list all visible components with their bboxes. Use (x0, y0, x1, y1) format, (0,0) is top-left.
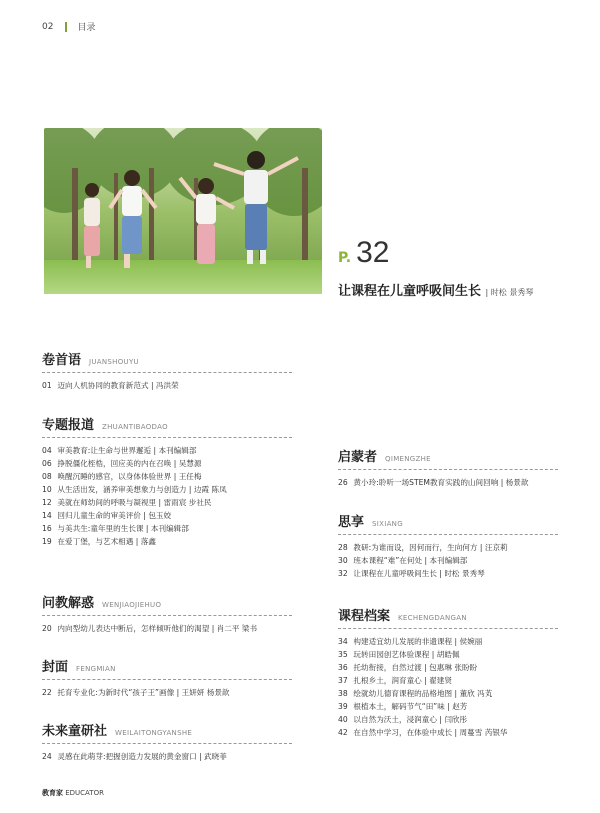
feature-p-label: P. (338, 250, 352, 266)
page-header (42, 20, 95, 33)
section-kechengdangan (338, 605, 558, 739)
section-divider (42, 615, 292, 616)
section-divider (338, 628, 558, 629)
toc-entry[interactable]: 38 绘就幼儿德育课程的品格地图 | 董欣 冯芄 (338, 689, 493, 698)
section-subtitle: WENJIAOJIEHUO (102, 601, 162, 609)
feature-page-ref[interactable] (338, 236, 389, 270)
page-footer (42, 788, 104, 798)
section-title: 专题报道 (42, 418, 95, 433)
toc-entry[interactable]: 04 审美教育:让生命与世界邂逅 | 本刊编辑部 (42, 446, 197, 455)
section-subtitle: WEILAITONGYANSHE (115, 729, 193, 737)
section-subtitle: JUANSHOUYU (89, 358, 139, 366)
toc-entry[interactable]: 28 教研:为谁而设，因何而行，生向何方 | 汪京莉 (338, 543, 508, 552)
section-divider (338, 534, 558, 535)
toc-entry[interactable]: 42 在自然中学习，在体验中成长 | 周蔓雪 芮银华 (338, 728, 508, 737)
children-running-illustration (44, 128, 322, 294)
footer-brand: 教育家 (42, 789, 63, 797)
section-zhuantibaodao (42, 414, 292, 548)
feature-author: | 时松 景秀琴 (485, 288, 534, 297)
toc-entry[interactable]: 35 玩转田园创艺体验课程 | 胡皓佩 (338, 650, 460, 659)
feature-title-text: 让课程在儿童呼吸间生长 (338, 284, 482, 299)
toc-entry[interactable]: 10 从生活出发，涵养审美想象力与创造力 | 边霞 陈凤 (42, 485, 227, 494)
section-divider (42, 437, 292, 438)
section-subtitle: SIXIANG (372, 520, 403, 528)
page-title: 目录 (77, 23, 96, 33)
section-divider (42, 743, 292, 744)
toc-entry[interactable]: 37 扎根乡土，润育童心 | 翟建贤 (338, 676, 452, 685)
section-fengmian (42, 656, 292, 699)
toc-entry[interactable]: 40 以自然为沃土，浸润童心 | 闫欣彤 (338, 715, 468, 724)
section-title: 卷首语 (42, 353, 82, 368)
section-title: 思享 (338, 515, 365, 530)
header-divider (65, 22, 67, 32)
section-title: 封面 (42, 660, 69, 675)
section-juanshouyu (42, 349, 292, 392)
feature-page-number: 32 (356, 236, 390, 269)
toc-entry[interactable]: 26 黄小玲:聆听一场STEM教育实践的山间回响 | 杨景歆 (338, 478, 529, 487)
section-title: 启蒙者 (338, 450, 378, 465)
section-wenjiaojiehuo (42, 592, 292, 635)
toc-entry[interactable]: 06 挣脱僵化桎梏，回应美的内在召唤 | 吴慧源 (42, 459, 202, 468)
section-subtitle: FENGMIAN (76, 665, 116, 673)
section-divider (42, 679, 292, 680)
section-weilaitongyanshe (42, 720, 292, 763)
section-subtitle: QIMENGZHE (385, 455, 431, 463)
toc-entry[interactable]: 16 与美共生:童年里的生长课 | 本刊编辑部 (42, 524, 189, 533)
toc-entry[interactable]: 12 美就在师幼间的呼吸与凝视里 | 雷雨宸 步社民 (42, 498, 212, 507)
page-number: 02 (42, 21, 54, 32)
toc-entry[interactable]: 32 让课程在儿童呼吸间生长 | 时松 景秀琴 (338, 569, 485, 578)
section-sixiang (338, 511, 558, 580)
section-subtitle: ZHUANTIBAODAO (102, 423, 168, 431)
section-divider (42, 372, 292, 373)
cover-photo (44, 128, 322, 294)
section-subtitle: KECHENGDANGAN (398, 614, 467, 622)
section-qimengzhe (338, 446, 558, 489)
footer-brand-en: EDUCATOR (65, 789, 104, 797)
section-title: 未来童研社 (42, 724, 108, 739)
toc-entry[interactable]: 20 内向型幼儿表达中断后，怎样倾听他们的渴望 | 肖二平 梁书 (42, 624, 258, 633)
toc-entry[interactable]: 24 灵感在此萌芽:把握创造力发展的黄金窗口 | 武晓菲 (42, 752, 227, 761)
toc-entry[interactable]: 34 构建适宜幼儿发展的非遗课程 | 侯婉丽 (338, 637, 483, 646)
section-divider (338, 469, 558, 470)
toc-entry[interactable]: 39 根植本土，解码节气“田”味 | 赵芳 (338, 702, 468, 711)
toc-entry[interactable]: 14 回归儿童生命的审美评价 | 包玉姣 (42, 511, 172, 520)
toc-entry[interactable]: 22 托育专业化:为新时代“孩子王”画像 | 王妍妍 杨景歆 (42, 688, 230, 697)
feature-title[interactable] (338, 280, 533, 299)
section-title: 问教解惑 (42, 596, 95, 611)
toc-entry[interactable]: 30 班本课程“难”在何处 | 本刊编辑部 (338, 556, 468, 565)
section-title: 课程档案 (338, 609, 391, 624)
toc-entry[interactable]: 01 迈向人机协同的教育新范式 | 冯洪荣 (42, 381, 179, 390)
toc-entry[interactable]: 08 唤醒沉睡的感官，以身体体验世界 | 王任梅 (42, 472, 202, 481)
toc-entry[interactable]: 19 在爱丁堡，与艺术相遇 | 落鑫 (42, 537, 156, 546)
toc-entry[interactable]: 36 托幼衔接，自然过渡 | 包惠琳 张盼盼 (338, 663, 478, 672)
